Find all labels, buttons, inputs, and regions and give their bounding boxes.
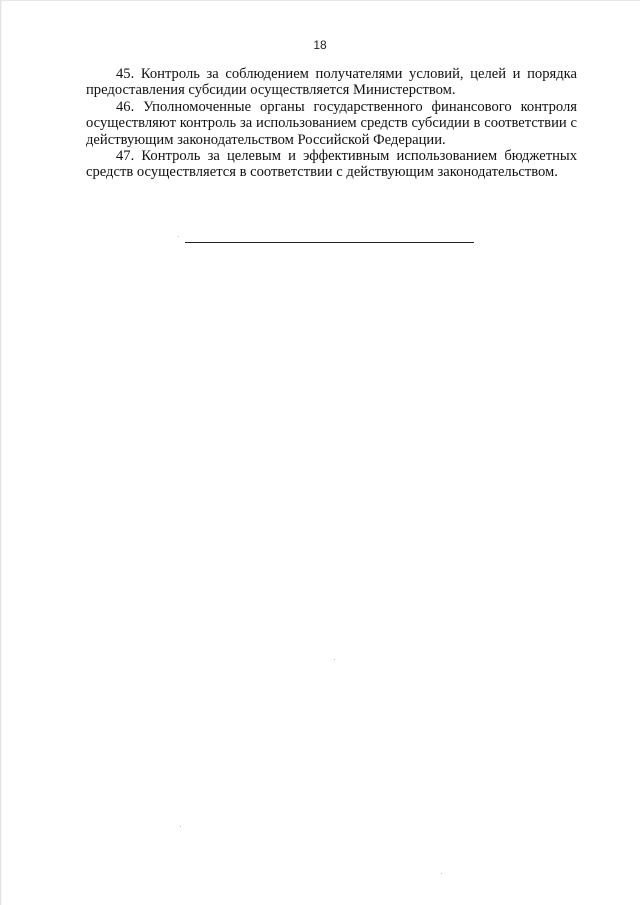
paragraph-47: 47. Контроль за целевым и эффективным использованием бюджетных средств осуществляется в соответствии с действующим законодательством. [86,148,577,181]
scan-speck [441,873,442,874]
paragraph-45: 45. Контроль за соблюдением получателями условий, целей и порядка предоставления субсидии осуществляется Министерством. [86,66,577,99]
scan-speck [180,826,181,827]
scan-edge [0,0,2,905]
end-of-document-rule [185,242,474,243]
scan-speck [178,236,179,237]
scan-speck [334,659,335,660]
document-body [86,66,577,181]
paragraph-46: 46. Уполномоченные органы государственного финансового контроля осуществляют контроль за использованием средств субсидии в соответствии с действующим законодательством Российской Федерации. [86,98,577,148]
page-number: 18 [313,38,327,52]
scan-edge-top [0,0,640,1]
